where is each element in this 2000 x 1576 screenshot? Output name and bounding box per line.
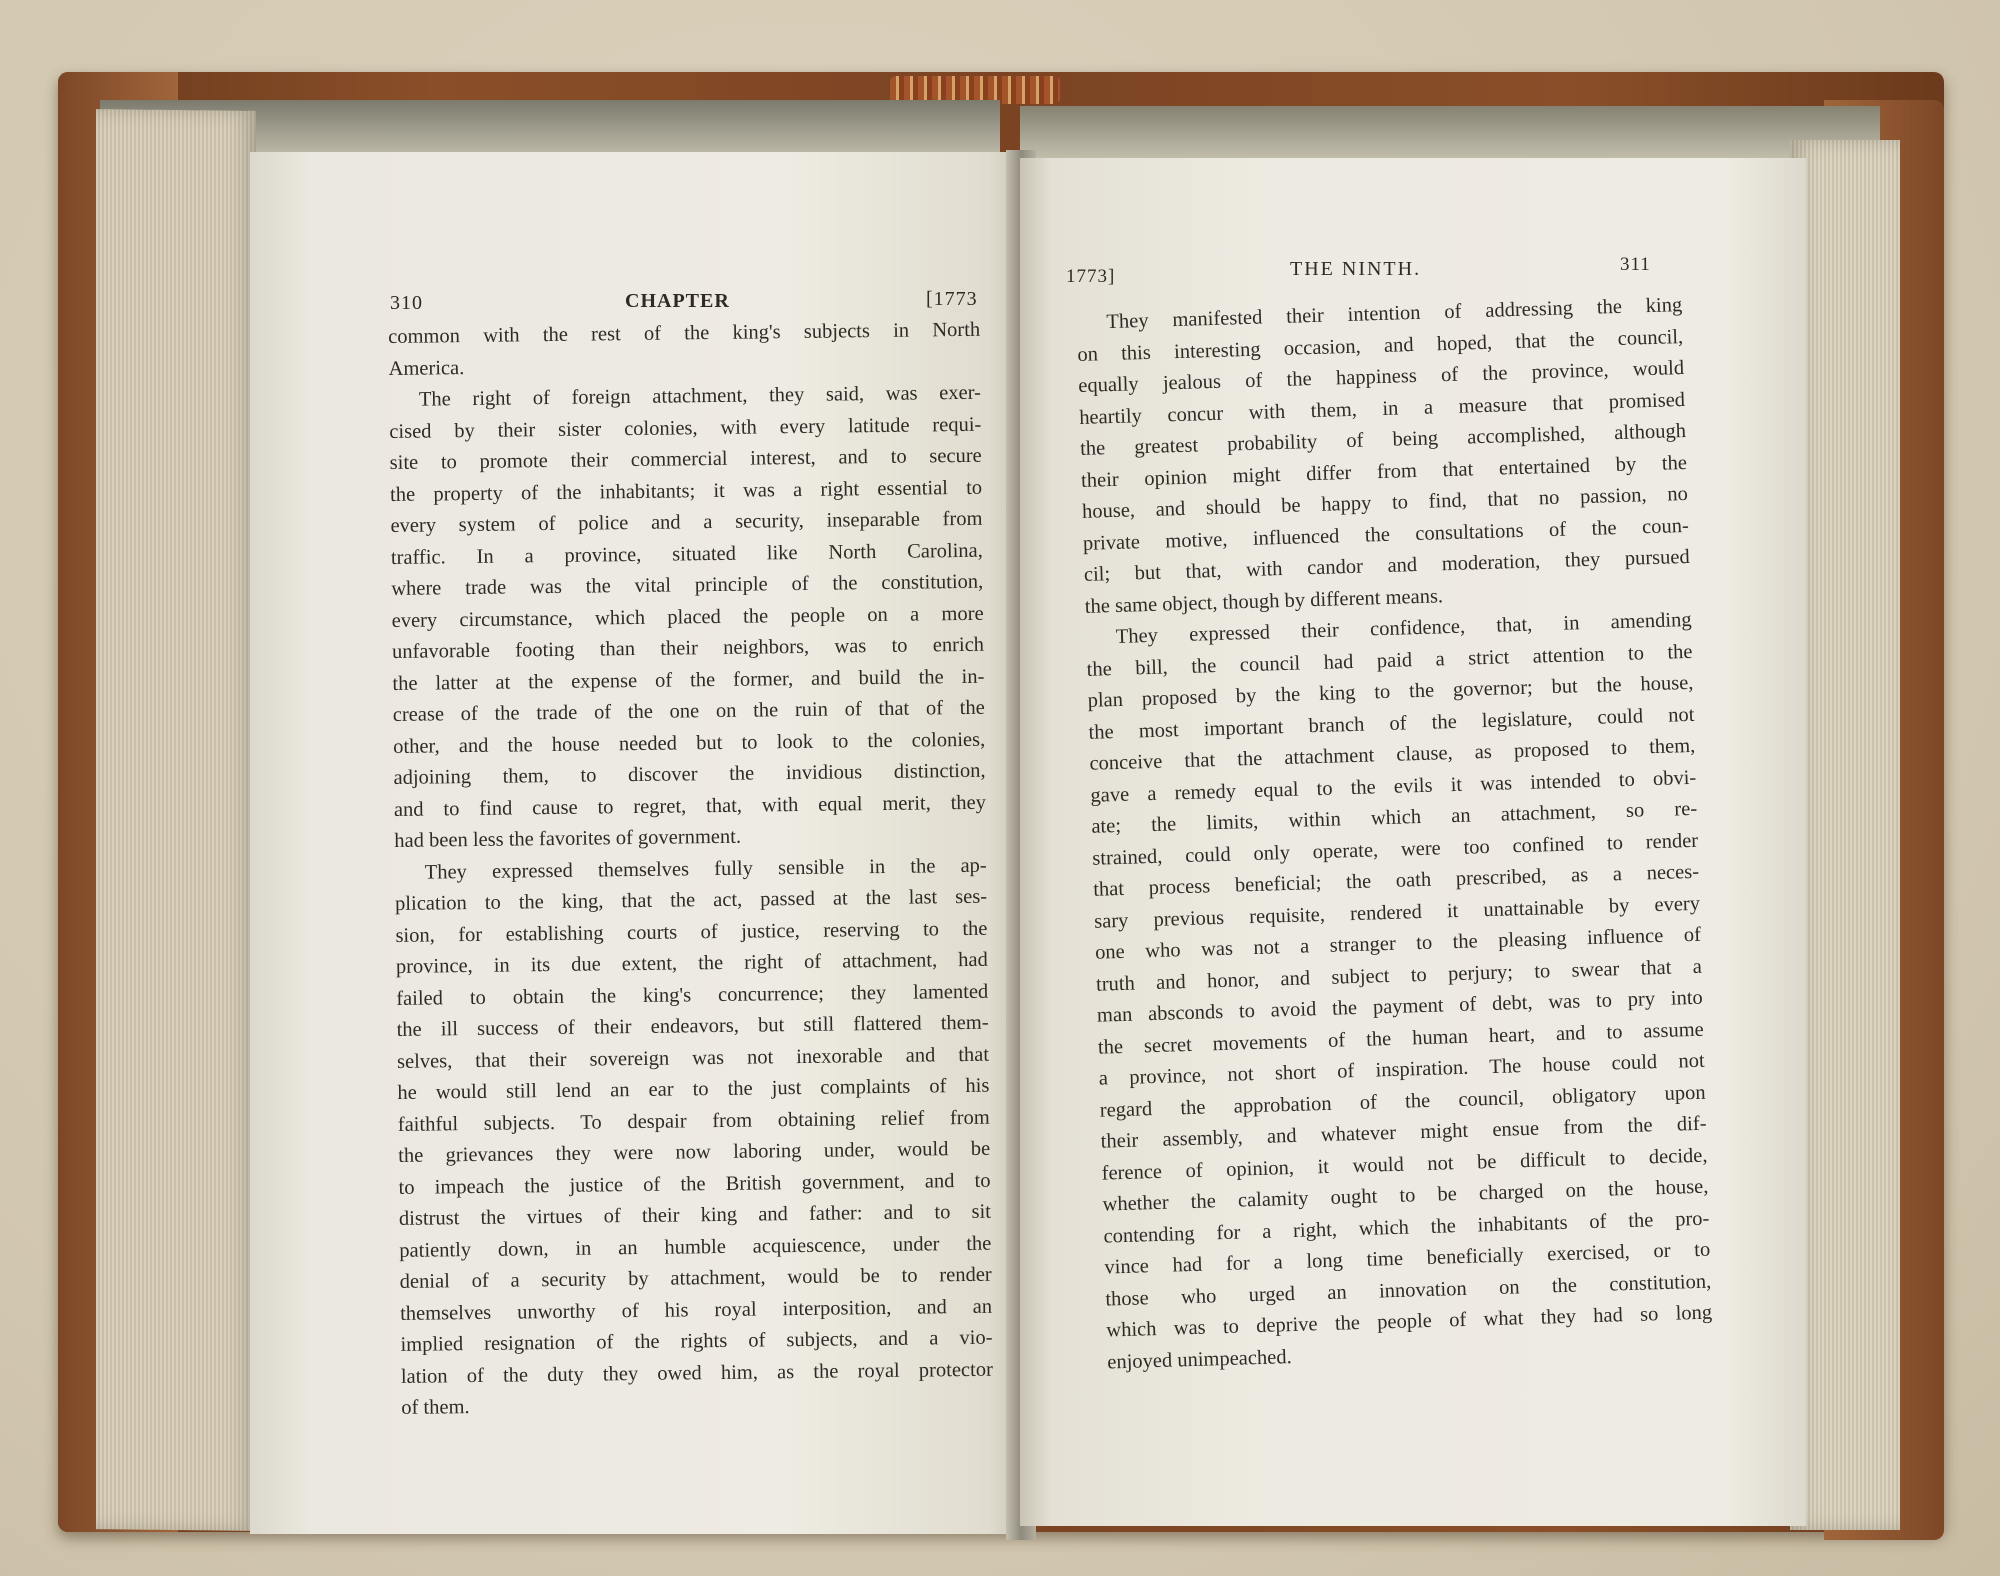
text-line: the grievances they were now laboring under, would be: [398, 1137, 991, 1167]
paragraph: [395, 850, 994, 1424]
text-line: every circumstance, which placed the people on a more: [391, 602, 984, 632]
text-line: the property of the inhabitants; it was a right essential to: [389, 476, 983, 506]
text-line: faithful subjects. To despair from obtaining relief from: [397, 1106, 990, 1136]
text-line: the ill success of their endeavors, but still flattered them-: [396, 1011, 989, 1041]
running-year: [1773: [926, 288, 978, 310]
text-line: whether the calamity ought to be charged on the house,: [1102, 1175, 1709, 1216]
text-line: where trade was the vital principle of the constitution,: [391, 570, 984, 600]
text-line: common with the rest of the king's subjects in North: [388, 318, 981, 348]
text-line: enjoyed unimpeached.: [1106, 1345, 1292, 1374]
text-line: ference of opinion, it would not be difficult to decide,: [1101, 1144, 1708, 1185]
text-line: America.: [388, 356, 465, 380]
text-line: cised by their sister colonies, with every latitude requi-: [389, 413, 982, 443]
paragraph: [1076, 290, 1691, 623]
text-line: cil; but that, with candor and moderation, they pursued: [1083, 545, 1690, 586]
text-line: he would still lend an ear to the just complaints of his: [397, 1074, 990, 1104]
text-line: unfavorable footing than their neighbors, was to enrich: [391, 633, 985, 663]
text-line: the same object, though by different means.: [1084, 584, 1444, 618]
text-line: the bill, the council had paid a strict attention to the: [1086, 640, 1693, 681]
text-line: every system of police and a security, inseparable from: [390, 507, 983, 537]
text-line: one who was not a stranger to the pleasing influence of: [1094, 923, 1702, 964]
text-line: sion, for establishing courts of justice, reserving to the: [395, 917, 988, 947]
text-line: They expressed their confidence, that, in amending: [1115, 608, 1692, 648]
running-year: 1773]: [1066, 266, 1116, 287]
fore-edge-right: [1790, 140, 1900, 1530]
page-number: 311: [1620, 254, 1651, 275]
page-block-top-right: [1020, 106, 1880, 164]
text-line: had been less the favorites of government.: [394, 825, 742, 852]
text-line: other, and the house needed but to look to the colonies,: [393, 728, 986, 758]
text-line: province, in its due extent, the right of attachment, had: [395, 948, 988, 978]
text-line: regard the approbation of the council, obligatory upon: [1099, 1081, 1706, 1122]
text-line: denial of a security by attachment, would be to render: [399, 1263, 992, 1293]
paragraph: [389, 378, 987, 858]
text-line: traffic. In a province, situated like North Carolina,: [390, 539, 983, 569]
text-line: heartily concur with them, in a measure that promised: [1078, 388, 1686, 429]
text-line: sary previous requisite, rendered it unattainable by every: [1093, 892, 1701, 933]
paragraph: [1085, 605, 1713, 1379]
text-line: adjoining them, to discover the invidious distinction,: [393, 759, 986, 789]
text-line: conceive that the attachment clause, as proposed to them,: [1089, 734, 1696, 775]
paragraph: [388, 315, 981, 385]
page-number: 310: [390, 292, 423, 314]
text-line: plication to the king, that the act, passed at the last ses-: [394, 885, 988, 915]
text-line: They manifested their intention of addressing the king: [1106, 294, 1683, 334]
text-line: that process beneficial; the oath prescribed, as a neces-: [1092, 860, 1700, 901]
text-line: lation of the duty they owed him, as the royal protector: [400, 1358, 993, 1388]
text-line: house, and should be happy to find, that no passion, no: [1081, 482, 1689, 523]
text-line: vince had for a long time beneficially exercised, or to: [1104, 1238, 1711, 1279]
text-line: They expressed themselves fully sensible in the ap-: [424, 854, 987, 884]
text-line: contending for a right, which the inhabitants of the pro-: [1103, 1207, 1710, 1248]
text-line: strained, could only operate, were too confined to render: [1092, 829, 1699, 870]
text-line: of them.: [401, 1396, 470, 1419]
text-line: truth and honor, and subject to perjury; to swear that a: [1095, 955, 1703, 996]
text-line: themselves unworthy of his royal interposition, and an: [399, 1295, 993, 1325]
text-line: patiently down, in an humble acquiescence, under the: [399, 1232, 992, 1262]
text-line: ate; the limits, within which an attachment, so re-: [1091, 797, 1698, 838]
text-line: their assembly, and whatever might ensue from the dif-: [1100, 1112, 1707, 1153]
body-text: [388, 315, 993, 1425]
text-line: selves, that their sovereign was not inexorable and that: [396, 1043, 990, 1073]
text-line: a province, not short of inspiration. The house could not: [1098, 1049, 1705, 1090]
text-line: to impeach the justice of the British government, and to: [398, 1169, 991, 1199]
text-line: private motive, influenced the consultations of the coun-: [1082, 514, 1690, 555]
text-line: which was to deprive the people of what they had so long: [1106, 1301, 1713, 1342]
text-line: failed to obtain the king's concurrence; they lamented: [396, 980, 989, 1010]
text-line: equally jealous of the happiness of the province, would: [1077, 356, 1685, 397]
text-line: the latter at the expense of the former, and build the in-: [392, 665, 985, 695]
left-page: [250, 152, 1020, 1534]
text-line: The right of foreign attachment, they said, was exer-: [418, 381, 982, 411]
text-line: the greatest probability of being accomplished, although: [1079, 419, 1687, 460]
text-line: on this interesting occasion, and hoped, that the council,: [1077, 325, 1684, 366]
right-page: [1020, 158, 1806, 1526]
text-line: crease of the trade of the one on the ruin of that of the: [392, 696, 985, 726]
text-line: and to find cause to regret, that, with equal merit, they: [393, 791, 987, 821]
text-line: their opinion might differ from that entertained by the: [1080, 451, 1688, 492]
text-line: implied resignation of the rights of subjects, and a vio-: [400, 1326, 993, 1356]
text-line: those who urged an innovation on the constitution,: [1105, 1270, 1712, 1311]
running-title: THE NINTH.: [1290, 258, 1422, 280]
text-line: the secret movements of the human heart, and to assume: [1097, 1018, 1704, 1059]
running-title: CHAPTER: [625, 290, 730, 312]
text-line: gave a remedy equal to the evils it was intended to obvi-: [1090, 766, 1697, 807]
text-line: man absconds to avoid the payment of debt, was to pry into: [1096, 986, 1704, 1027]
text-line: plan proposed by the king to the governor; but the house,: [1087, 671, 1694, 712]
text-line: site to promote their commercial interest, and to secure: [389, 444, 982, 474]
text-line: distrust the virtues of their king and father: and to sit: [398, 1200, 992, 1230]
text-line: the most important branch of the legislature, could not: [1088, 703, 1695, 744]
fore-edge-left: [96, 109, 256, 1531]
body-text: [1076, 290, 1714, 1379]
